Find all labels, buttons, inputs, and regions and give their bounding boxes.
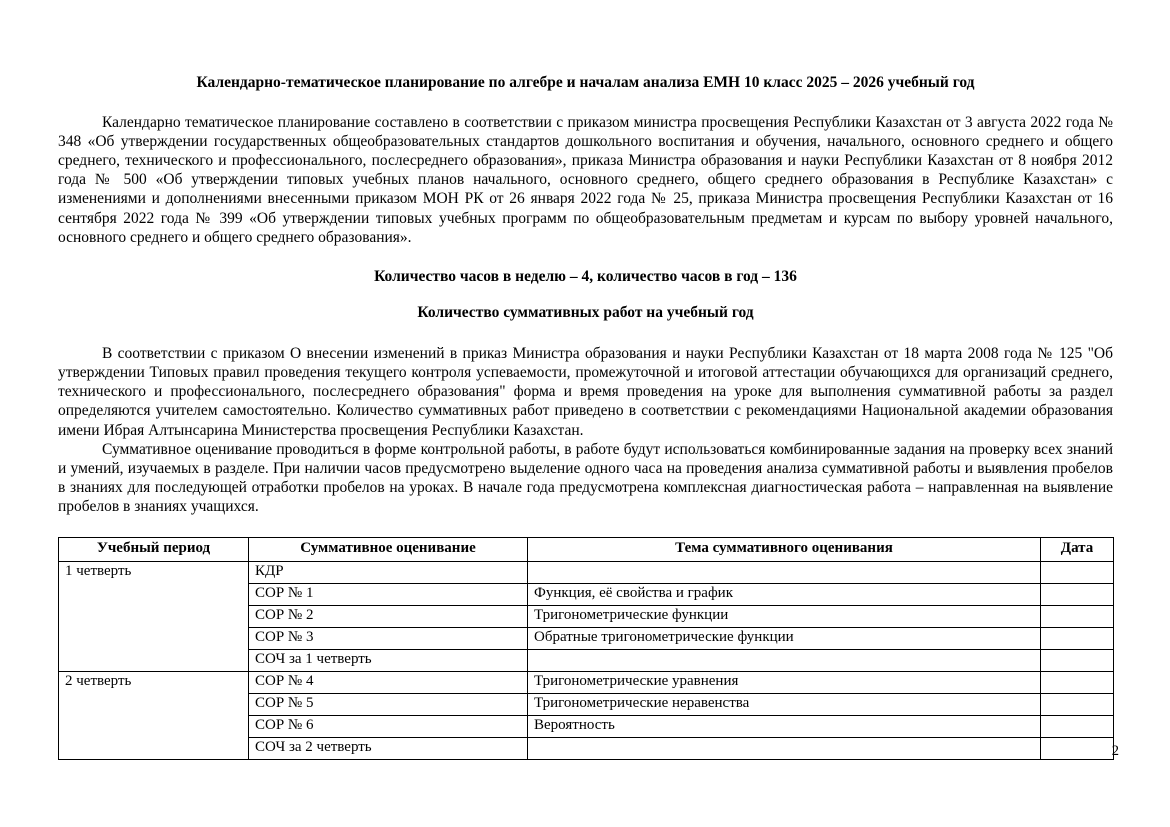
cell-assessment: СОР № 5 [249, 694, 528, 716]
cell-date [1041, 650, 1114, 672]
cell-date [1041, 606, 1114, 628]
cell-period: 2 четверть [59, 672, 249, 760]
table-body [59, 562, 1114, 760]
cell-assessment: СОР № 1 [249, 584, 528, 606]
body-paragraph-2: Суммативное оценивание проводиться в форме контрольной работы, в работе будут использоваться комбинированные задания на проверку всех знаний и умений, изучаемых в разделе. При наличии часов предусмотрено выделение одного часа на проведения анализа суммативной работы и выявления пробелов в знаниях для последующей отработки пробелов на уроках. В начале года предусмотрена комплексная диагностическая работа – направленная на выявление пробелов в знаниях учащихся. [58, 440, 1113, 516]
cell-topic: Тригонометрические неравенства [528, 694, 1041, 716]
cell-date [1041, 716, 1114, 738]
cell-assessment: СОЧ за 2 четверть [249, 738, 528, 760]
cell-date [1041, 694, 1114, 716]
cell-date [1041, 672, 1114, 694]
cell-topic: Функция, её свойства и график [528, 584, 1041, 606]
cell-topic [528, 738, 1041, 760]
column-header-assessment: Суммативное оценивание [249, 538, 528, 562]
cell-topic: Тригонометрические уравнения [528, 672, 1041, 694]
column-header-topic: Тема суммативного оценивания [528, 538, 1041, 562]
page-title: Календарно-тематическое планирование по алгебре и началам анализа ЕМН 10 класс 2025 – 2026 учебный год [196, 74, 975, 91]
spacer [58, 247, 1113, 268]
intro-paragraph: Календарно тематическое планирование составлено в соответствии с приказом министра просвещения Республики Казахстан от 3 августа 2022 года № 348 «Об утверждении государственных общеобразовательных стандартов дошкольного воспитания и обучения, начального, основного среднего и общего среднего, технического и профессионального, послесреднего образования», приказа Министра образования и науки Республики Казахстан от 8 ноября 2012 года № 500 «Об утверждении типовых учебных планов начального, основного среднего, общего среднего образования в Республике Казахстан» с изменениями и дополнениями внесенными приказом МОН РК от 26 января 2022 года № 25, приказа Министра просвещения Республики Казахстан от 16 сентября 2022 года № 399 «Об утверждении типовых учебных программ по общеобразовательным предметам и курсам по выбору уровней начального, основного среднего и общего среднего образования». [58, 113, 1113, 246]
cell-assessment: СОР № 2 [249, 606, 528, 628]
cell-topic [528, 650, 1041, 672]
cell-assessment: СОР № 3 [249, 628, 528, 650]
cell-assessment: СОР № 4 [249, 672, 528, 694]
document-content [58, 74, 1113, 760]
cell-topic: Вероятность [528, 716, 1041, 738]
spacer [58, 92, 1113, 113]
spacer [58, 323, 1113, 344]
body-paragraph-1: В соответствии с приказом О внесении изменений в приказ Министра образования и науки Республики Казахстан от 18 марта 2008 года № 125 "Об утверждении Типовых правил проведения текущего контроля успеваемости, промежуточной и итоговой аттестации обучающихся для организаций среднего, технического и профессионального, послесреднего образования" форма и время проведения на уроке для выполнения суммативной работы за раздел определяются учителем самостоятельно. Количество суммативных работ приведено в соответствии с рекомендациями Национальной академии образования имени Ибрая Алтынсарина Министерства просвещения Республики Казахстан. [58, 344, 1113, 439]
table-row [59, 672, 1114, 694]
spacer [58, 286, 1113, 304]
table-row [59, 562, 1114, 584]
cell-topic [528, 562, 1041, 584]
table-header-row [59, 538, 1114, 562]
heading-summative-works: Количество суммативных работ на учебный год [417, 304, 754, 322]
page-number: 2 [1111, 743, 1119, 759]
column-header-period: Учебный период [59, 538, 249, 562]
cell-date [1041, 738, 1114, 760]
cell-period: 1 четверть [59, 562, 249, 672]
summative-assessment-table [58, 537, 1114, 760]
cell-topic: Тригонометрические функции [528, 606, 1041, 628]
cell-topic: Обратные тригонометрические функции [528, 628, 1041, 650]
spacer [58, 516, 1113, 537]
cell-assessment: СОЧ за 1 четверть [249, 650, 528, 672]
cell-date [1041, 584, 1114, 606]
column-header-date: Дата [1041, 538, 1114, 562]
cell-date [1041, 628, 1114, 650]
cell-assessment: КДР [249, 562, 528, 584]
heading-hours-per-week: Количество часов в неделю – 4, количество часов в год – 136 [374, 267, 797, 285]
cell-assessment: СОР № 6 [249, 716, 528, 738]
cell-date [1041, 562, 1114, 584]
table-header [59, 538, 1114, 562]
